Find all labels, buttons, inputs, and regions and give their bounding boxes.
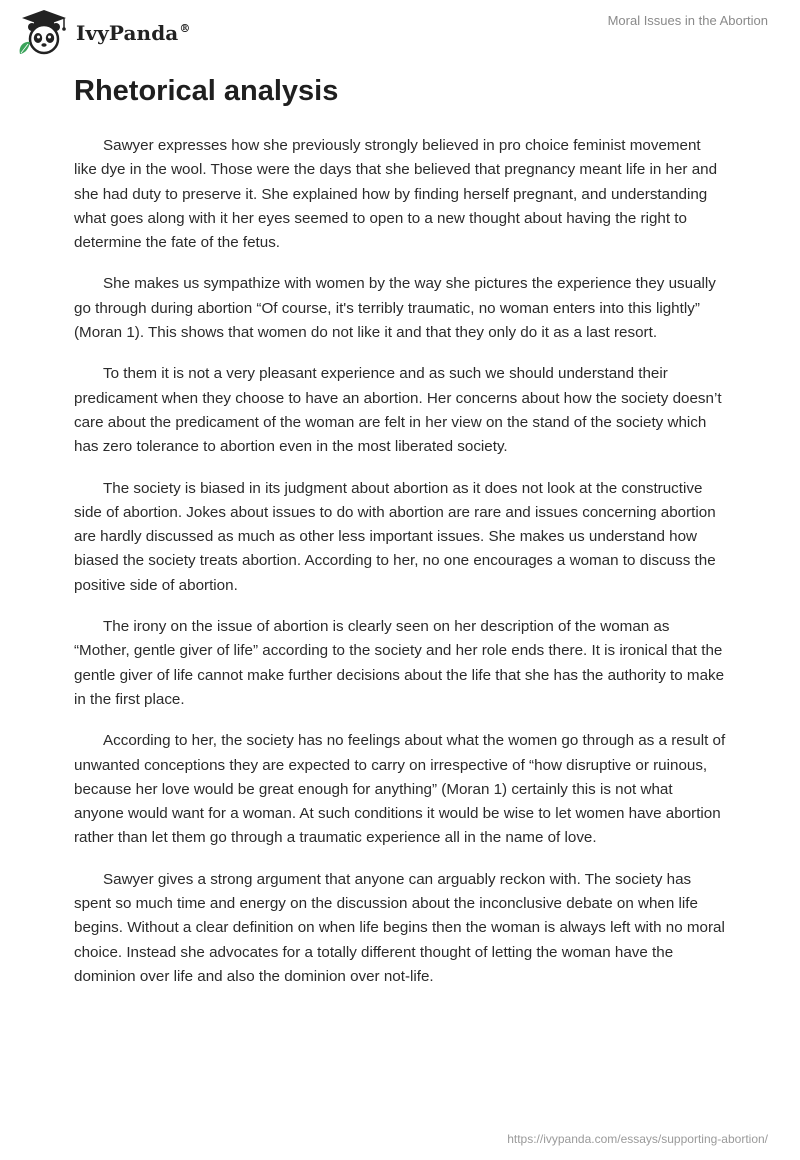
paragraph: The irony on the issue of abortion is clearly seen on her description of the woman as “Mother, gentle giver of life” according to the society and her role ends there. It is ironical that the gentle giver of life cannot make further decisions about the life that she has the authority to make in the first place. — [74, 618, 725, 708]
registered-mark: ® — [179, 22, 191, 36]
source-url-link[interactable]: https://ivypanda.com/essays/supporting-abortion/ — [507, 1132, 768, 1146]
paragraph: The society is biased in its judgment about abortion as it does not look at the constructive side of abortion. Jokes about issues to do with abortion are rare and issues concerning abortion are hardly discussed as much as other less important issues. She makes us understand how biased the society treats abortion. According to her, no one encourages a woman to discuss the positive side of abortion. — [74, 479, 716, 594]
article-body — [74, 134, 726, 1006]
page-title: Rhetorical analysis — [74, 75, 339, 107]
document-title: Moral Issues in the Abortion — [607, 13, 768, 28]
paragraph: To them it is not a very pleasant experience and as such we should understand their predicament when they choose to have an abortion. Her concerns about how the society doesn’t care about the predicament of the woman are felt in her view on the stand of the society which has zero tolerance to abortion even in the most liberated society. — [74, 365, 722, 456]
paragraph: She makes us sympathize with women by the way she pictures the experience they usually go through during abortion “Of course, it's terribly traumatic, no woman enters into this lightly” (Moran 1). This shows that women do not like it and that they only do it as a last resort. — [74, 275, 716, 342]
paragraph: Sawyer gives a strong argument that anyone can arguably reckon with. The society has spent so much time and energy on the discussion about the inconclusive debate on when life begins. Without a clear definition on when life begins then the woman is always left with no moral choice. Instead she advocates for a totally different thought of letting the woman have the dominion over life and also the dominion over not-life. — [74, 870, 725, 985]
paragraph: Sawyer expresses how she previously strongly believed in pro choice feminist movement like dye in the wool. Those were the days that she believed that pregnancy meant life in her and she had duty to preserve it. She explained how by finding herself pregnant, and understanding what goes along with it her eyes seemed to open to a new thought about having the right to determine the fate of the fetus. — [74, 137, 718, 252]
page-header — [0, 0, 800, 60]
brand-name: IvyPanda® — [76, 21, 191, 45]
paragraph: According to her, the society has no feelings about what the women go through as a result of unwanted conceptions they are expected to carry on irrespective of “how disruptive or ruinous, because her love would be great enough for anything” (Moran 1) certainly this is not what anyone would want for a woman. At such conditions it would be wise to let women have abortion rather than let them go through a traumatic experience all in the name of love. — [74, 732, 726, 847]
panda-mascot-icon — [14, 8, 74, 58]
ivypanda-logo[interactable] — [14, 8, 190, 58]
